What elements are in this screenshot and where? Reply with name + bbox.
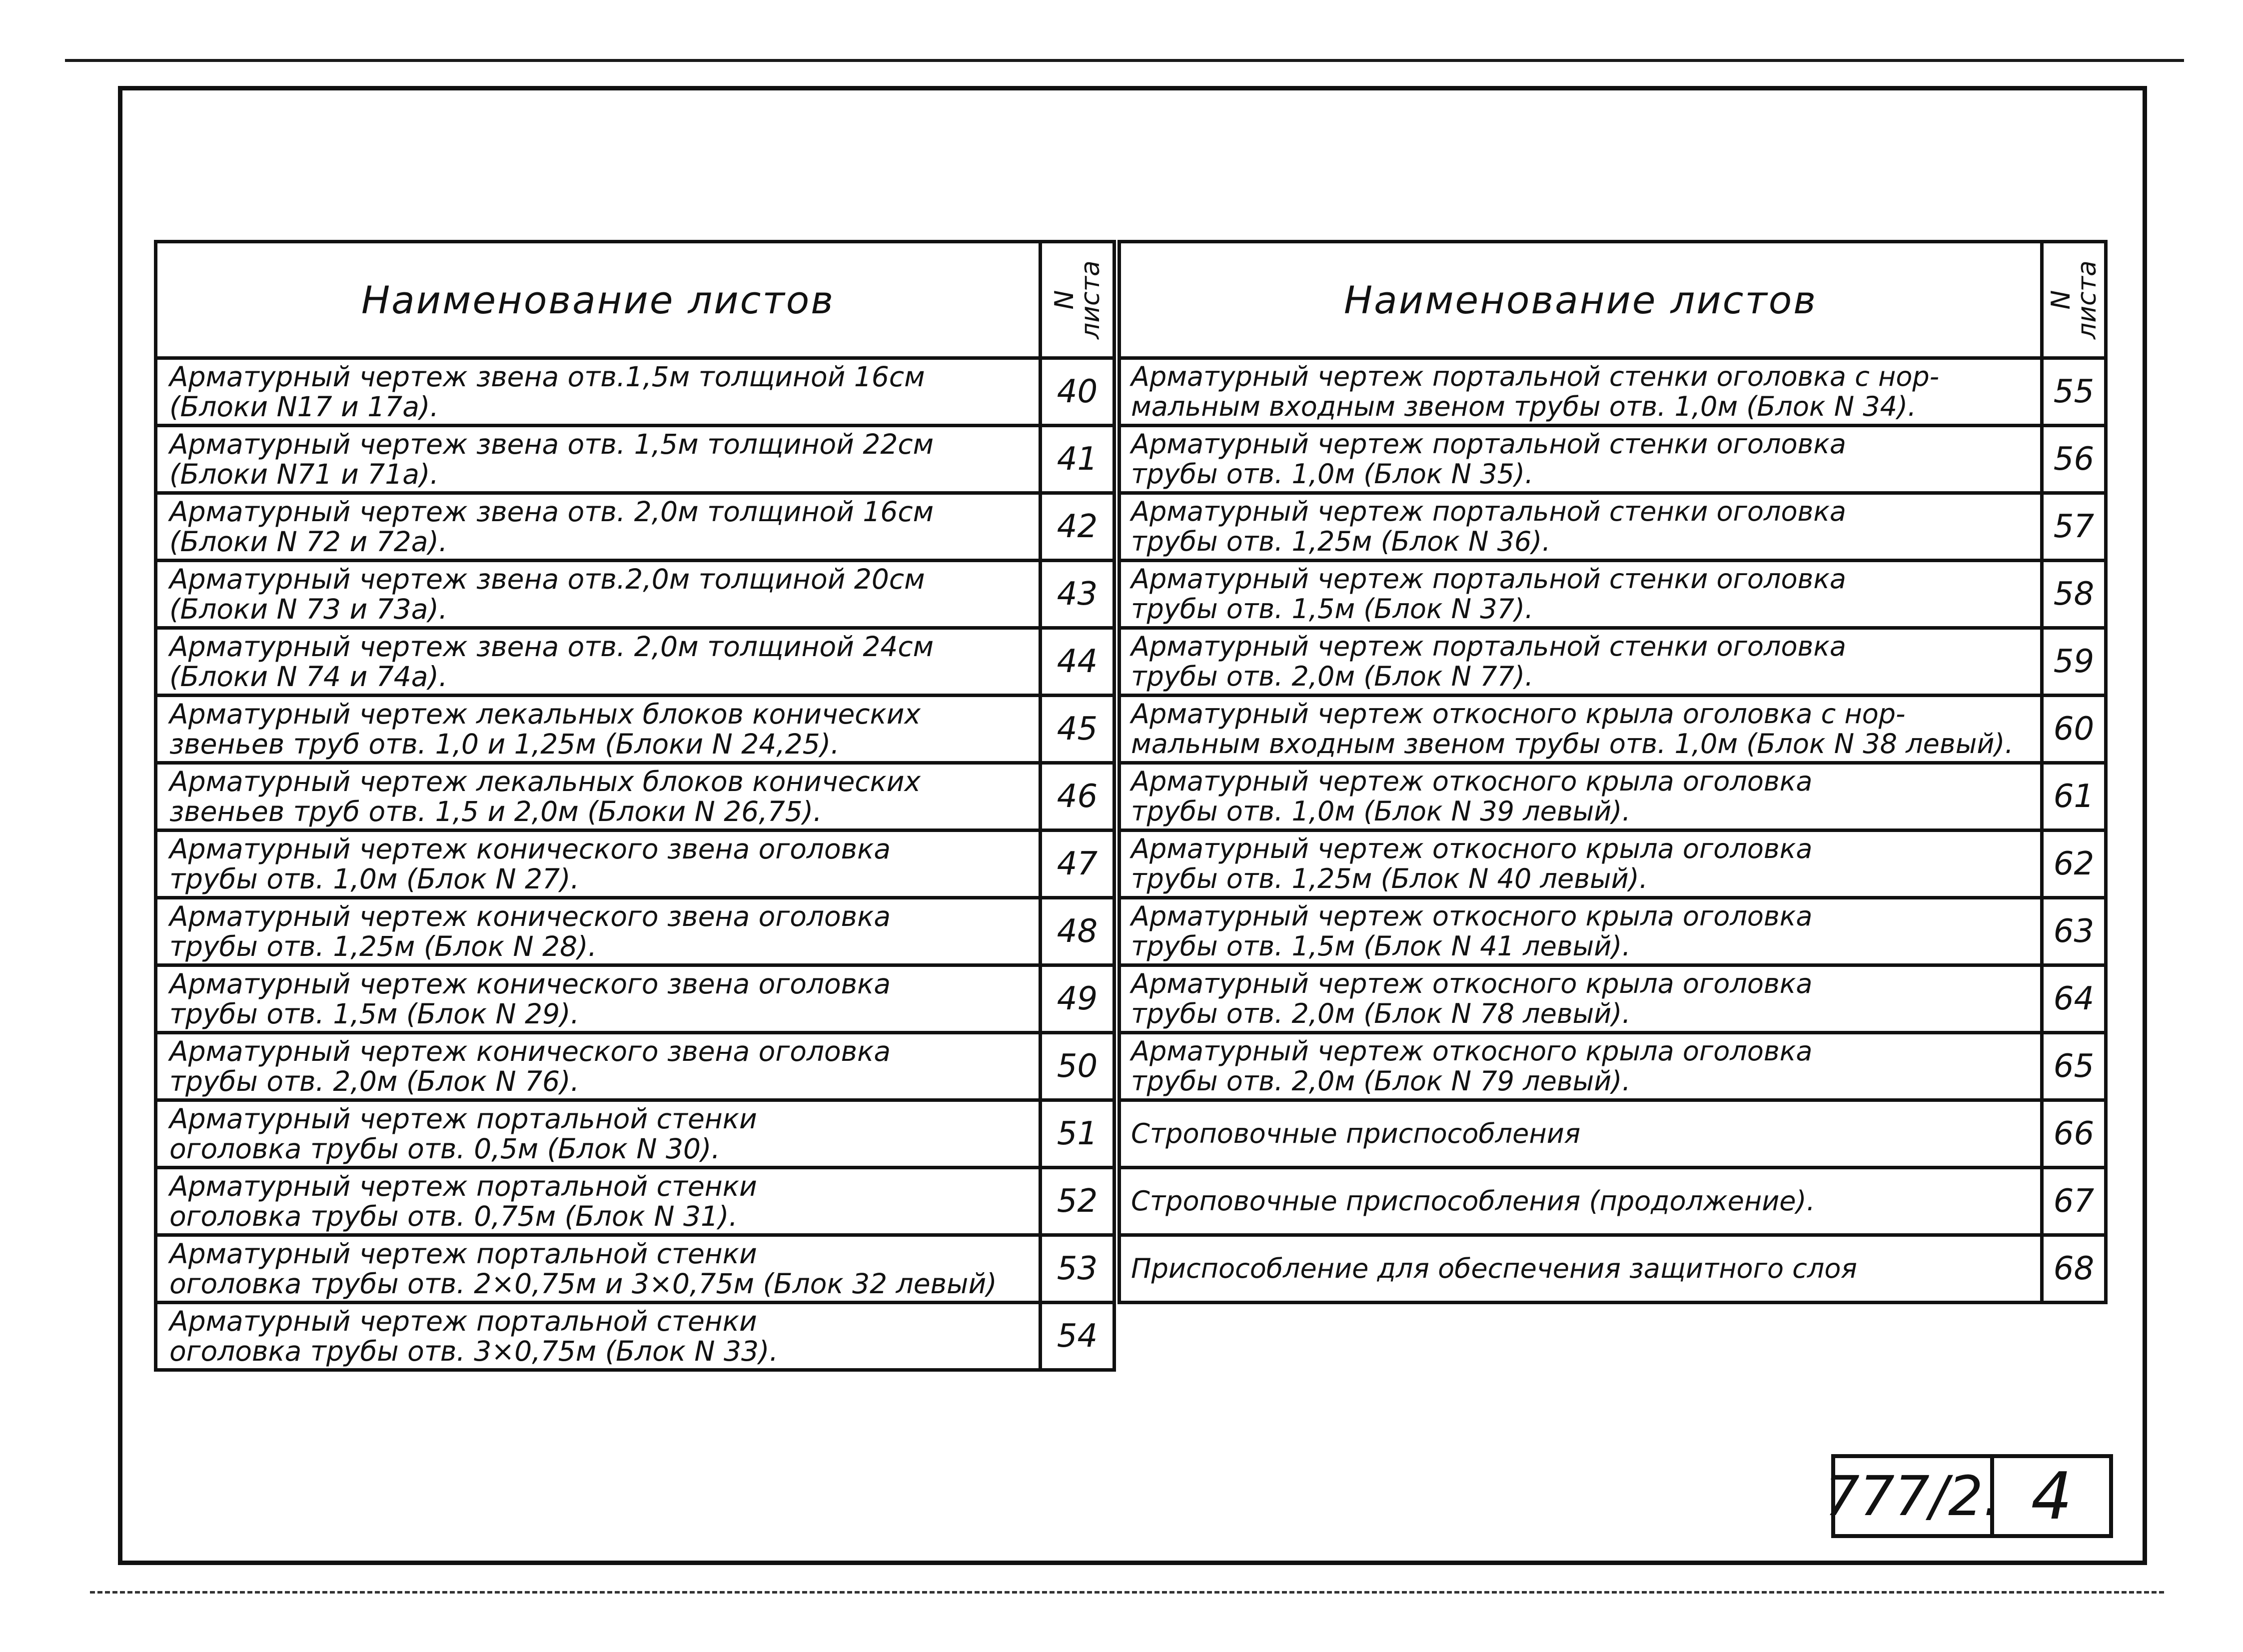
sheet-number: 43 bbox=[1041, 561, 1115, 628]
sheet-name: Арматурный чертеж портальной стенки оголовка трубы отв. 0,75м (Блок N 31). bbox=[156, 1168, 1041, 1235]
sheet-name: Арматурный чертеж звена отв. 1,5м толщиной 22см (Блоки N71 и 71а). bbox=[156, 426, 1041, 493]
sheet-name: Арматурный чертеж звена отв. 2,0м толщиной 24см (Блоки N 74 и 74а). bbox=[156, 628, 1041, 696]
table-row bbox=[156, 493, 1115, 561]
table-row bbox=[156, 830, 1115, 898]
sheet-number: 57 bbox=[2042, 493, 2106, 561]
sheet-number: 42 bbox=[1041, 493, 1115, 561]
sheet-name: Арматурный чертеж портальной стенки оголовка трубы отв. 1,0м (Блок N 35). bbox=[1120, 426, 2042, 493]
header-sheet-number bbox=[2042, 242, 2106, 358]
sheet-list-table-left bbox=[154, 240, 1116, 1372]
sheet-number: 66 bbox=[2042, 1100, 2106, 1168]
table-row bbox=[1120, 628, 2106, 696]
table-row bbox=[156, 1033, 1115, 1100]
sheet-name: Арматурный чертеж откосного крыла оголовка трубы отв. 1,5м (Блок N 41 левый). bbox=[1120, 898, 2042, 965]
table-row bbox=[156, 898, 1115, 965]
sheet-number: 56 bbox=[2042, 426, 2106, 493]
sheet-number: 62 bbox=[2042, 830, 2106, 898]
header-sheet-name: Наименование листов bbox=[1120, 242, 2042, 358]
table-row bbox=[156, 1100, 1115, 1168]
table-row bbox=[156, 426, 1115, 493]
table-row bbox=[156, 628, 1115, 696]
sheet-number: 45 bbox=[1041, 696, 1115, 763]
sheet-number: 49 bbox=[1041, 965, 1115, 1033]
sheet-name: Арматурный чертеж звена отв. 2,0м толщиной 16см (Блоки N 72 и 72а). bbox=[156, 493, 1041, 561]
sheet-number: 63 bbox=[2042, 898, 2106, 965]
sheet-name: Арматурный чертеж портальной стенки оголовка трубы отв. 1,25м (Блок N 36). bbox=[1120, 493, 2042, 561]
sheet-number: 61 bbox=[2042, 763, 2106, 830]
table-row bbox=[1120, 763, 2106, 830]
table-row bbox=[1120, 1235, 2106, 1303]
sheet-name: Строповочные приспособления bbox=[1120, 1100, 2042, 1168]
table-row bbox=[1120, 1100, 2106, 1168]
table-row bbox=[156, 965, 1115, 1033]
sheet-name: Арматурный чертеж портальной стенки оголовка трубы отв. 0,5м (Блок N 30). bbox=[156, 1100, 1041, 1168]
table-row bbox=[1120, 965, 2106, 1033]
sheet-bottom-line bbox=[90, 1591, 2164, 1596]
table-row bbox=[156, 696, 1115, 763]
table-row bbox=[1120, 1168, 2106, 1235]
header-sheet-number-label: N листа bbox=[1049, 260, 1106, 339]
sheet-number: 46 bbox=[1041, 763, 1115, 830]
sheet-number: 55 bbox=[2042, 358, 2106, 426]
sheet-number: 48 bbox=[1041, 898, 1115, 965]
table-row bbox=[1120, 493, 2106, 561]
drawing-code: 777/2. bbox=[1835, 1458, 1994, 1534]
table-row bbox=[156, 1235, 1115, 1303]
sheet-name: Арматурный чертеж звена отв.2,0м толщиной 20см (Блоки N 73 и 73а). bbox=[156, 561, 1041, 628]
table-row bbox=[156, 1303, 1115, 1370]
sheet-name: Арматурный чертеж конического звена оголовка трубы отв. 1,0м (Блок N 27). bbox=[156, 830, 1041, 898]
sheet-number: 68 bbox=[2042, 1235, 2106, 1303]
header-sheet-number-label: N листа bbox=[2046, 260, 2102, 339]
sheet-number-stamp: 4 bbox=[2031, 1458, 2073, 1534]
sheet-name: Арматурный чертеж звена отв.1,5м толщиной 16см (Блоки N17 и 17а). bbox=[156, 358, 1041, 426]
table-row bbox=[1120, 426, 2106, 493]
sheet-name: Арматурный чертеж конического звена оголовка трубы отв. 1,5м (Блок N 29). bbox=[156, 965, 1041, 1033]
sheet-number: 52 bbox=[1041, 1168, 1115, 1235]
sheet-number: 50 bbox=[1041, 1033, 1115, 1100]
sheet-top-line bbox=[65, 59, 2184, 62]
header-sheet-name: Наименование листов bbox=[156, 242, 1041, 358]
table-row bbox=[1120, 358, 2106, 426]
sheet-name: Строповочные приспособления (продолжение). bbox=[1120, 1168, 2042, 1235]
table-row bbox=[1120, 830, 2106, 898]
sheet-name: Арматурный чертеж откосного крыла оголовка трубы отв. 2,0м (Блок N 78 левый). bbox=[1120, 965, 2042, 1033]
sheet-number: 60 bbox=[2042, 696, 2106, 763]
table-row bbox=[1120, 898, 2106, 965]
sheet-name: Арматурный чертеж конического звена оголовка трубы отв. 1,25м (Блок N 28). bbox=[156, 898, 1041, 965]
sheet-name: Арматурный чертеж портальной стенки оголовка с нор- мальным входным звеном трубы отв. 1,0м (Блок N 34). bbox=[1120, 358, 2042, 426]
sheet-name: Арматурный чертеж конического звена оголовка трубы отв. 2,0м (Блок N 76). bbox=[156, 1033, 1041, 1100]
sheet-name: Приспособление для обеспечения защитного слоя bbox=[1120, 1235, 2042, 1303]
sheet-name: Арматурный чертеж откосного крыла оголовка с нор- мальным входным звеном трубы отв. 1,0м (Блок N 38 левый). bbox=[1120, 696, 2042, 763]
sheet-number: 64 bbox=[2042, 965, 2106, 1033]
sheet-name: Арматурный чертеж лекальных блоков конических звеньев труб отв. 1,5 и 2,0м (Блоки N 26,75). bbox=[156, 763, 1041, 830]
sheet-number: 58 bbox=[2042, 561, 2106, 628]
table-row bbox=[156, 358, 1115, 426]
table-header bbox=[156, 242, 1115, 358]
table-row bbox=[156, 561, 1115, 628]
sheet-name: Арматурный чертеж откосного крыла оголовка трубы отв. 1,25м (Блок N 40 левый). bbox=[1120, 830, 2042, 898]
sheet-number: 54 bbox=[1041, 1303, 1115, 1370]
table-row bbox=[156, 763, 1115, 830]
table-header bbox=[1120, 242, 2106, 358]
sheet-name: Арматурный чертеж портальной стенки оголовка трубы отв. 2,0м (Блок N 77). bbox=[1120, 628, 2042, 696]
sheet-number: 51 bbox=[1041, 1100, 1115, 1168]
sheet-name: Арматурный чертеж портальной стенки оголовка трубы отв. 3×0,75м (Блок N 33). bbox=[156, 1303, 1041, 1370]
sheet-name: Арматурный чертеж откосного крыла оголовка трубы отв. 2,0м (Блок N 79 левый). bbox=[1120, 1033, 2042, 1100]
sheet-number: 59 bbox=[2042, 628, 2106, 696]
sheet-number: 47 bbox=[1041, 830, 1115, 898]
sheet-number: 53 bbox=[1041, 1235, 1115, 1303]
sheet-number: 41 bbox=[1041, 426, 1115, 493]
sheet-number: 65 bbox=[2042, 1033, 2106, 1100]
table-row bbox=[1120, 1033, 2106, 1100]
sheet-name: Арматурный чертеж портальной стенки оголовка трубы отв. 2×0,75м и 3×0,75м (Блок 32 левый) bbox=[156, 1235, 1041, 1303]
table-row bbox=[1120, 561, 2106, 628]
sheet-number: 44 bbox=[1041, 628, 1115, 696]
sheet-name: Арматурный чертеж лекальных блоков конических звеньев труб отв. 1,0 и 1,25м (Блоки N 24,25). bbox=[156, 696, 1041, 763]
sheet-name: Арматурный чертеж портальной стенки оголовка трубы отв. 1,5м (Блок N 37). bbox=[1120, 561, 2042, 628]
table-row bbox=[1120, 696, 2106, 763]
sheet-list-table-right bbox=[1118, 240, 2108, 1304]
header-sheet-number bbox=[1041, 242, 1115, 358]
sheet-number: 67 bbox=[2042, 1168, 2106, 1235]
sheet-number: 40 bbox=[1041, 358, 1115, 426]
sheet-name: Арматурный чертеж откосного крыла оголовка трубы отв. 1,0м (Блок N 39 левый). bbox=[1120, 763, 2042, 830]
title-stamp bbox=[1825, 1454, 2113, 1538]
table-row bbox=[156, 1168, 1115, 1235]
